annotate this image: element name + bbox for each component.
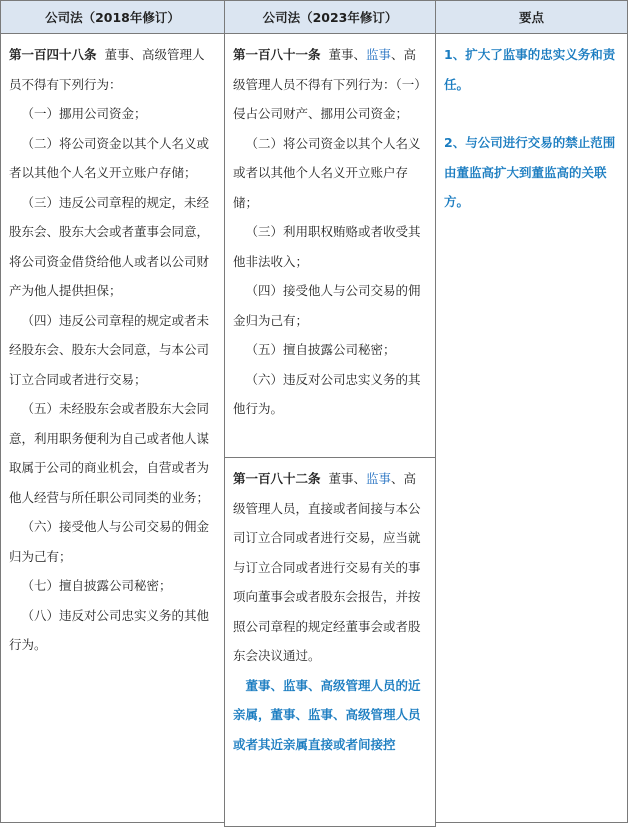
new-law-181-intro — [233, 40, 427, 129]
new-law-182-intro-a: 董事、 — [328, 471, 366, 486]
old-law-article: 第一百四十八条 — [9, 47, 97, 62]
old-law-item: （五）未经股东会或者股东大会同意，利用职务便利为自己或者他人谋取属于公司的商业机会，自营或者为他人经营与所任职公司同类的业务； — [9, 401, 210, 505]
new-law-181-item: （二）将公司资金以其个人名义或者以其他个人名义开立账户存储； — [233, 135, 421, 210]
old-law-item: （六）接受他人与公司交易的佣金归为己有； — [9, 519, 210, 564]
points-cell — [435, 33, 628, 823]
new-law-181-intro-a: 董事、 — [328, 47, 366, 62]
new-law-181-item: （三）利用职权贿赂或者收受其他非法收入； — [233, 224, 421, 269]
old-law-cell — [0, 33, 225, 823]
old-law-item: （四）违反公司章程的规定或者未经股东会、股东大会同意，与本公司订立合同或者进行交易； — [9, 312, 210, 387]
old-law-intro — [9, 40, 216, 99]
new-law-181-item: （六）违反对公司忠实义务的其他行为。 — [233, 371, 421, 416]
header-points — [435, 0, 628, 34]
new-law-181-intro-b: 、高级管理人员不得有下列行为：（一）侵占公司财产、挪用公司资金； — [233, 47, 427, 121]
new-law-182-article: 第一百八十二条 — [233, 471, 321, 486]
header-2023-label: 公司法（2023年修订） — [262, 10, 398, 25]
new-law-181-item: （五）擅自披露公司秘密； — [245, 342, 396, 357]
new-law-181-highlight: 监事 — [365, 47, 391, 62]
new-law-182-intro — [233, 464, 427, 671]
new-law-181-item: （四）接受他人与公司交易的佣金归为己有； — [233, 283, 421, 328]
header-2023 — [224, 0, 436, 34]
new-law-182-cell — [224, 457, 436, 827]
old-law-item: （一）挪用公司资金； — [21, 106, 147, 121]
old-law-item: （八）违反对公司忠实义务的其他行为。 — [9, 607, 210, 652]
new-law-182-highlight: 监事 — [365, 471, 391, 486]
header-2018-label: 公司法（2018年修订） — [45, 10, 180, 25]
new-law-181-article: 第一百八十一条 — [233, 47, 321, 62]
old-law-item: （七）擅自披露公司秘密； — [21, 578, 172, 593]
old-law-item: （二）将公司资金以其个人名义或者以其他个人名义开立账户存储； — [9, 135, 210, 180]
point-item: 2、与公司进行交易的禁止范围由董监高扩大到董监高的关联方。 — [444, 135, 616, 209]
header-points-label: 要点 — [518, 10, 544, 25]
header-2018 — [0, 0, 225, 34]
new-law-182-related-parties: 董事、监事、高级管理人员的近亲属，董事、监事、高级管理人员或者其近亲属直接或者间接控 — [233, 677, 421, 752]
point-item: 1、扩大了监事的忠实义务和责任。 — [444, 47, 616, 92]
old-law-item: （三）违反公司章程的规定，未经股东会、股东大会或者董事会同意，将公司资金借贷给他人或者以公司财产为他人提供担保； — [9, 194, 210, 298]
new-law-181-cell — [224, 33, 436, 458]
new-law-182-intro-b: 、高级管理人员，直接或者间接与本公司订立合同或者进行交易，应当就与订立合同或者进行交易有关的事项向董事会或者股东会报告，并按照公司章程的规定经董事会或者股东会决议通过。 — [233, 471, 421, 663]
old-law-intro-text: 董事、高级管理人员不得有下列行为： — [9, 47, 205, 92]
